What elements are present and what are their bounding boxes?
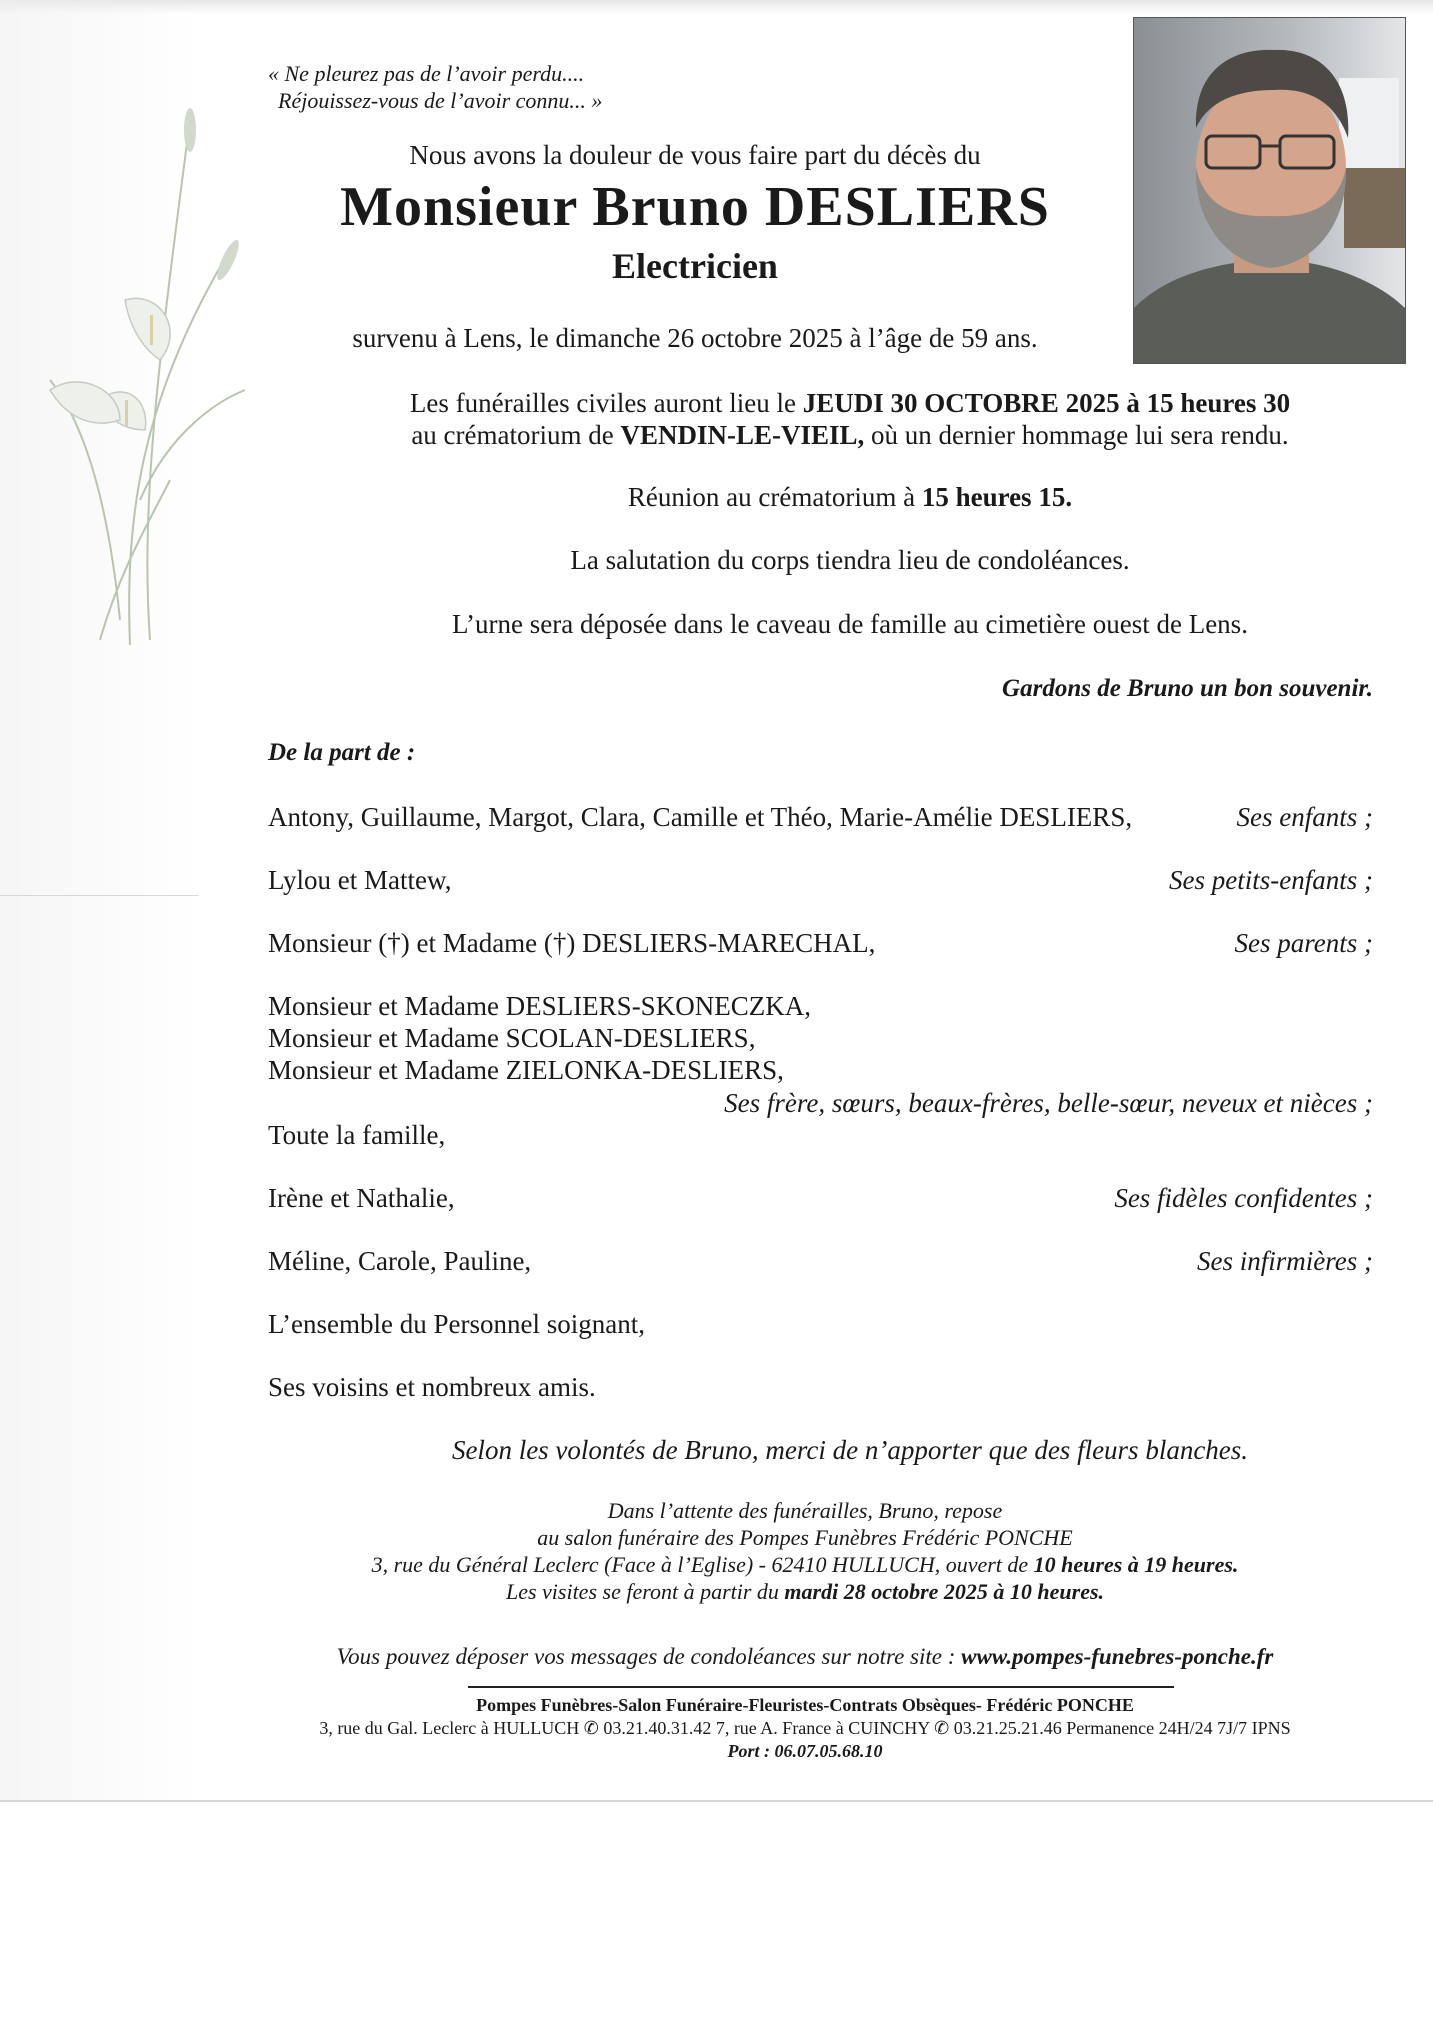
flowers-wish: Selon les volontés de Bruno, merci de n’apporter que des fleurs blanches. bbox=[451, 1435, 1249, 1465]
signoff-text: Gardons de Bruno un bon souvenir. bbox=[1002, 675, 1373, 702]
confidants-relation: Ses fidèles confidentes ; bbox=[1114, 1183, 1373, 1213]
visits-date: mardi 28 octobre 2025 à 10 heures. bbox=[784, 1579, 1105, 1604]
lily-wheat-illustration bbox=[30, 100, 260, 660]
parents-relation: Ses parents ; bbox=[1234, 928, 1373, 958]
footer-phone-hulluch: 03.21.40.31.42 bbox=[603, 1718, 712, 1738]
ceremony-line-1 bbox=[300, 388, 1400, 419]
phone-icon: ✆ bbox=[934, 1718, 950, 1738]
footer-contacts bbox=[250, 1718, 1360, 1739]
siblings-relation: Ses frère, sœurs, beaux-frères, belle-sœur, neveux et nièces ; bbox=[724, 1088, 1373, 1118]
siblings-line-2: Monsieur et Madame SCOLAN-DESLIERS, bbox=[268, 1023, 756, 1053]
meeting-intro: Réunion au crématorium à bbox=[627, 482, 922, 512]
grandchildren-names: Lylou et Mattew, bbox=[268, 865, 452, 895]
rest-line-2: au salon funéraire des Pompes Funèbres Frédéric PONCHE bbox=[537, 1525, 1073, 1550]
meeting-hour: 15 heures 15. bbox=[921, 482, 1073, 512]
family-row-confidants bbox=[268, 1183, 1373, 1214]
condolences-text: Vous pouvez déposer vos messages de condoléances sur notre site : bbox=[336, 1644, 962, 1669]
footer-port-number: 06.07.05.68.10 bbox=[774, 1741, 883, 1761]
children-relation: Ses enfants ; bbox=[1236, 802, 1373, 832]
nurses-relation: Ses infirmières ; bbox=[1197, 1246, 1373, 1276]
visits-intro: Les visites se feront à partir du bbox=[505, 1579, 785, 1604]
family-row-nurses bbox=[268, 1246, 1373, 1277]
grandchildren-relation: Ses petits-enfants ; bbox=[1169, 865, 1373, 895]
family-row-grandchildren bbox=[268, 865, 1373, 896]
footer-phone-cuinchy: 03.21.25.21.46 bbox=[953, 1718, 1062, 1738]
scan-top-shadow bbox=[0, 0, 1433, 14]
footer-port-label: Port : bbox=[727, 1741, 770, 1761]
announcement-text: Nous avons la douleur de vous faire part du décès du bbox=[409, 140, 981, 170]
footer-address-cuinchy: 7, rue A. France à CUINCHY bbox=[715, 1718, 930, 1738]
family-row-siblings bbox=[268, 990, 1373, 1086]
side-panel-divider bbox=[0, 895, 198, 896]
quote-line-2: Réjouissez-vous de l’avoir connu... » bbox=[278, 88, 603, 113]
rest-line-4 bbox=[250, 1578, 1360, 1605]
funeral-home-block bbox=[250, 1497, 1360, 1605]
phone-icon: ✆ bbox=[583, 1718, 599, 1738]
confidants-names: Irène et Nathalie, bbox=[268, 1183, 455, 1213]
rest-address: 3, rue du Général Leclerc (Face à l’Eglise) - 62410 HULLUCH, ouvert de bbox=[371, 1552, 1034, 1577]
ceremony-line-2 bbox=[300, 420, 1400, 451]
footer-divider bbox=[468, 1686, 1174, 1688]
meeting-time bbox=[300, 482, 1400, 513]
nurses-names: Méline, Carole, Pauline, bbox=[268, 1246, 532, 1276]
deceased-name: Monsieur Bruno DESLIERS bbox=[340, 176, 1050, 238]
family-row-children bbox=[268, 802, 1373, 833]
condolences-line bbox=[250, 1644, 1360, 1670]
neighbours-friends: Ses voisins et nombreux amis. bbox=[268, 1372, 596, 1402]
rest-line-3 bbox=[250, 1551, 1360, 1578]
parents-names: Monsieur (†) et Madame (†) DESLIERS-MARECHAL, bbox=[268, 928, 876, 958]
footer-permanence: Permanence 24H/24 7J/7 IPNS bbox=[1066, 1718, 1291, 1738]
portrait-photo bbox=[1133, 17, 1406, 364]
ceremony-date: JEUDI 30 OCTOBRE 2025 à 15 heures 30 bbox=[802, 388, 1291, 418]
footer-address-hulluch: 3, rue du Gal. Leclerc à HULLUCH bbox=[319, 1718, 580, 1738]
rest-hours: 10 heures à 19 heures. bbox=[1033, 1552, 1239, 1577]
ceremony-place: VENDIN-LE-VIEIL, bbox=[620, 420, 865, 450]
from-label: De la part de : bbox=[268, 739, 416, 766]
salutation-text: La salutation du corps tiendra lieu de condoléances. bbox=[570, 545, 1130, 575]
children-names: Antony, Guillaume, Margot, Clara, Camille et Théo, Marie-Amélie DESLIERS, bbox=[268, 802, 1133, 832]
urn-text: L’urne sera déposée dans le caveau de famille au cimetière ouest de Lens. bbox=[452, 609, 1248, 639]
whole-family: Toute la famille, bbox=[268, 1120, 446, 1150]
page-bottom-edge bbox=[0, 1800, 1433, 1802]
ceremony-intro: Les funérailles civiles auront lieu le bbox=[409, 388, 803, 418]
footer-mobile bbox=[250, 1741, 1360, 1762]
deceased-profession: Electricien bbox=[612, 246, 778, 286]
epigraph-quote bbox=[268, 60, 602, 114]
death-details: survenu à Lens, le dimanche 26 octobre 2025 à l’âge de 59 ans. bbox=[352, 323, 1038, 353]
family-row-parents bbox=[268, 928, 1373, 959]
siblings-line-1: Monsieur et Madame DESLIERS-SKONECZKA, bbox=[268, 991, 811, 1021]
ceremony-place-outro: où un dernier hommage lui sera rendu. bbox=[864, 420, 1289, 450]
condolences-website-link[interactable]: www.pompes-funebres-ponche.fr bbox=[961, 1644, 1274, 1669]
quote-line-1: « Ne pleurez pas de l’avoir perdu.... bbox=[268, 61, 585, 86]
portrait-image bbox=[1134, 18, 1405, 363]
footer-company: Pompes Funèbres-Salon Funéraire-Fleuristes-Contrats Obsèques- Frédéric PONCHE bbox=[476, 1695, 1134, 1715]
care-staff: L’ensemble du Personnel soignant, bbox=[268, 1309, 645, 1339]
rest-line-1: Dans l’attente des funérailles, Bruno, repose bbox=[607, 1498, 1003, 1523]
ceremony-place-intro: au crématorium de bbox=[411, 420, 621, 450]
siblings-line-3: Monsieur et Madame ZIELONKA-DESLIERS, bbox=[268, 1055, 784, 1085]
